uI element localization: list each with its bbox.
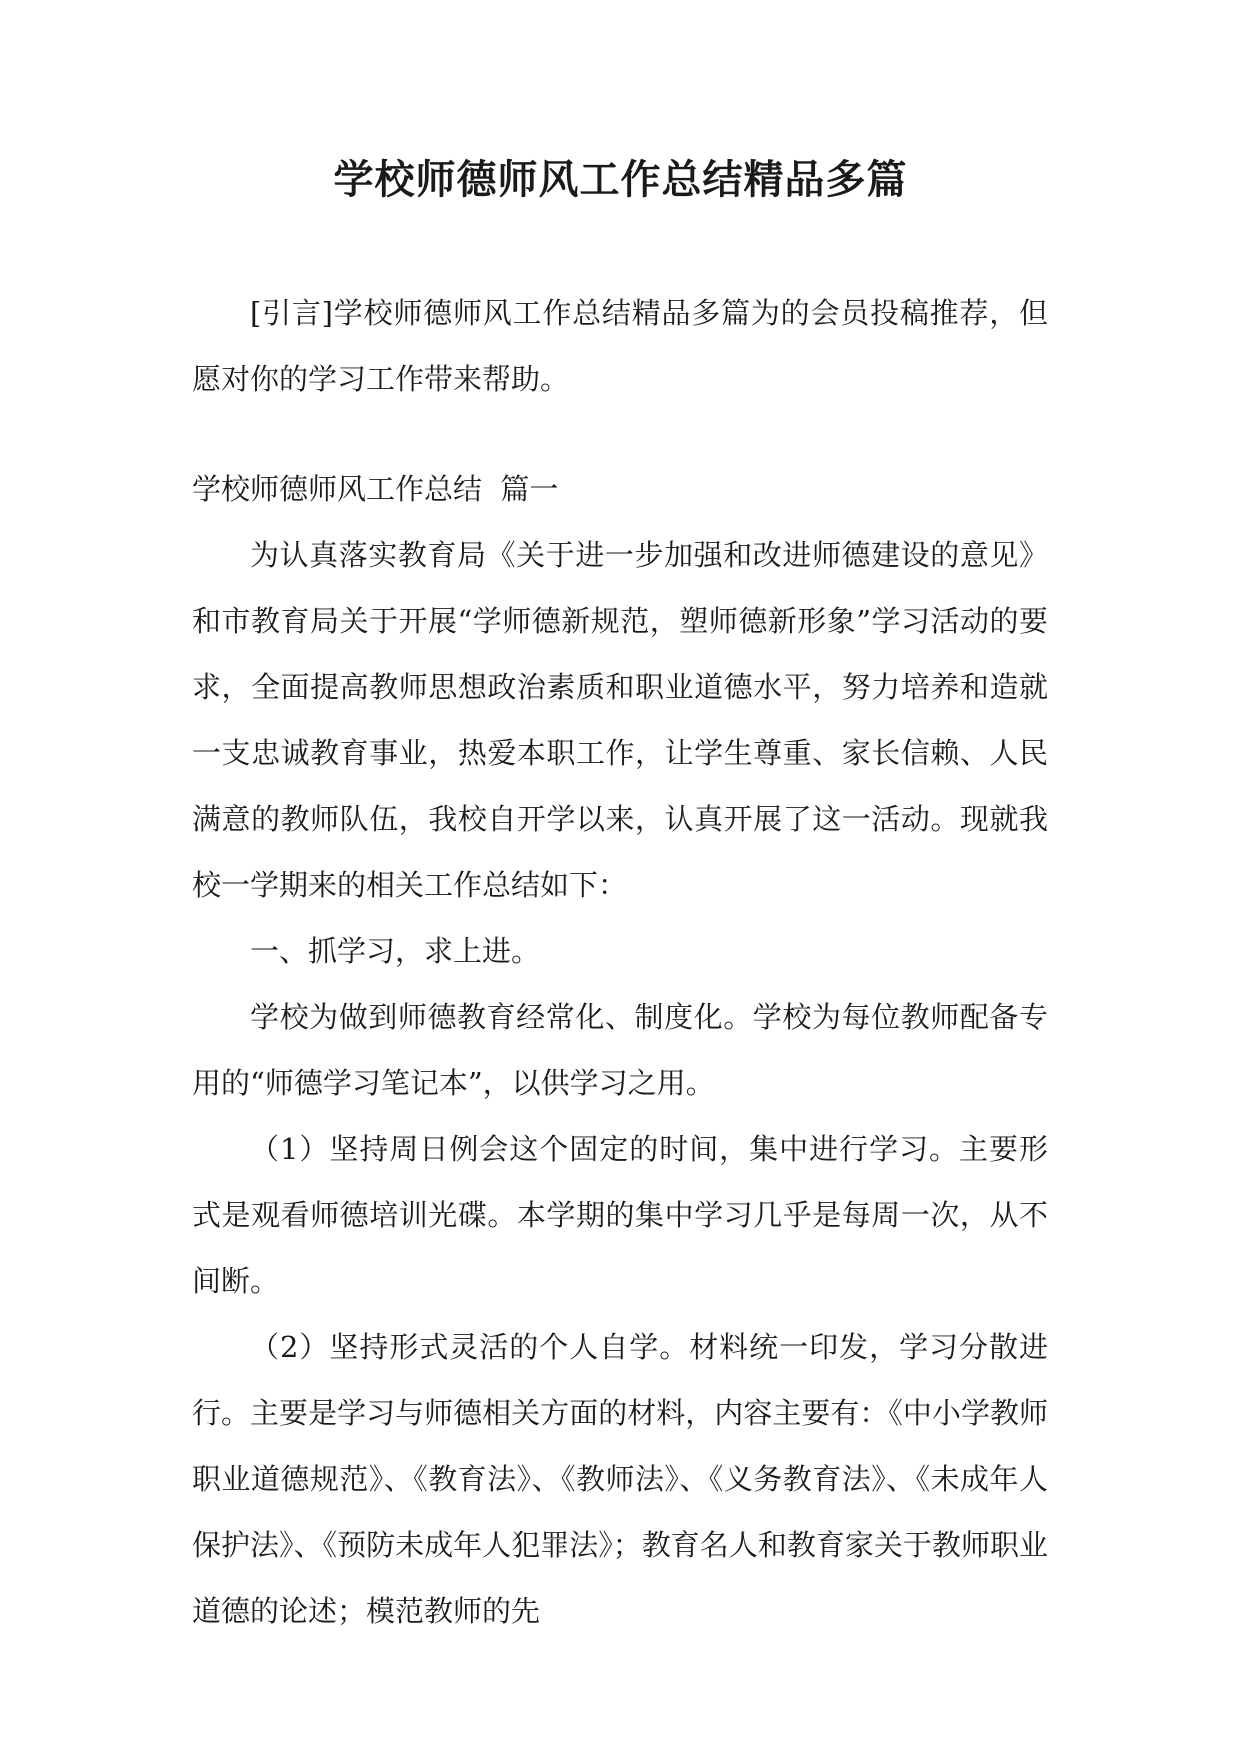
list-item-2: （2）坚持形式灵活的个人自学。材料统一印发，学习分散进行。主要是学习与师德相关方面的材料，内容主要有：《中小学教师职业道德规范》、《教育法》、《教师法》、《义务教育法》、《未成年人保护法》、《预防未成年人犯罪法》；教育名人和教育家关于教师职业道德的论述；模范教师的先 [192, 1330, 1048, 1628]
document-title: 学校师德师风工作总结精品多篇 [333, 157, 908, 203]
list-item-1: （1）坚持周日例会这个固定的时间，集中进行学习。主要形式是观看师德培训光碟。本学期的集中学习几乎是每周一次，从不间断。 [192, 1132, 1048, 1298]
body-paragraph-2: 学校为做到师德教育经常化、制度化。学校为每位教师配备专用的“师德学习笔记本”，以供学习之用。 [192, 1000, 1048, 1100]
body-paragraph-1: 为认真落实教育局《关于进一步加强和改进师德建设的意见》和市教育局关于开展“学师德新规范，塑师德新形象”学习活动的要求，全面提高教师思想政治素质和职业道德水平，努力培养和造就一支忠诚教育事业，热爱本职工作，让学生尊重、家长信赖、人民满意的教师队伍，我校自开学以来，认真开展了这一活动。现就我校一学期来的相关工作总结如下： [192, 538, 1048, 902]
subsection-heading-1: 一、抓学习，求上进。 [250, 934, 541, 968]
intro-paragraph: [引言]学校师德师风工作总结精品多篇为的会员投稿推荐，但愿对你的学习工作带来帮助。 [192, 296, 1048, 396]
section-heading: 学校师德师风工作总结 篇一 [192, 472, 559, 506]
